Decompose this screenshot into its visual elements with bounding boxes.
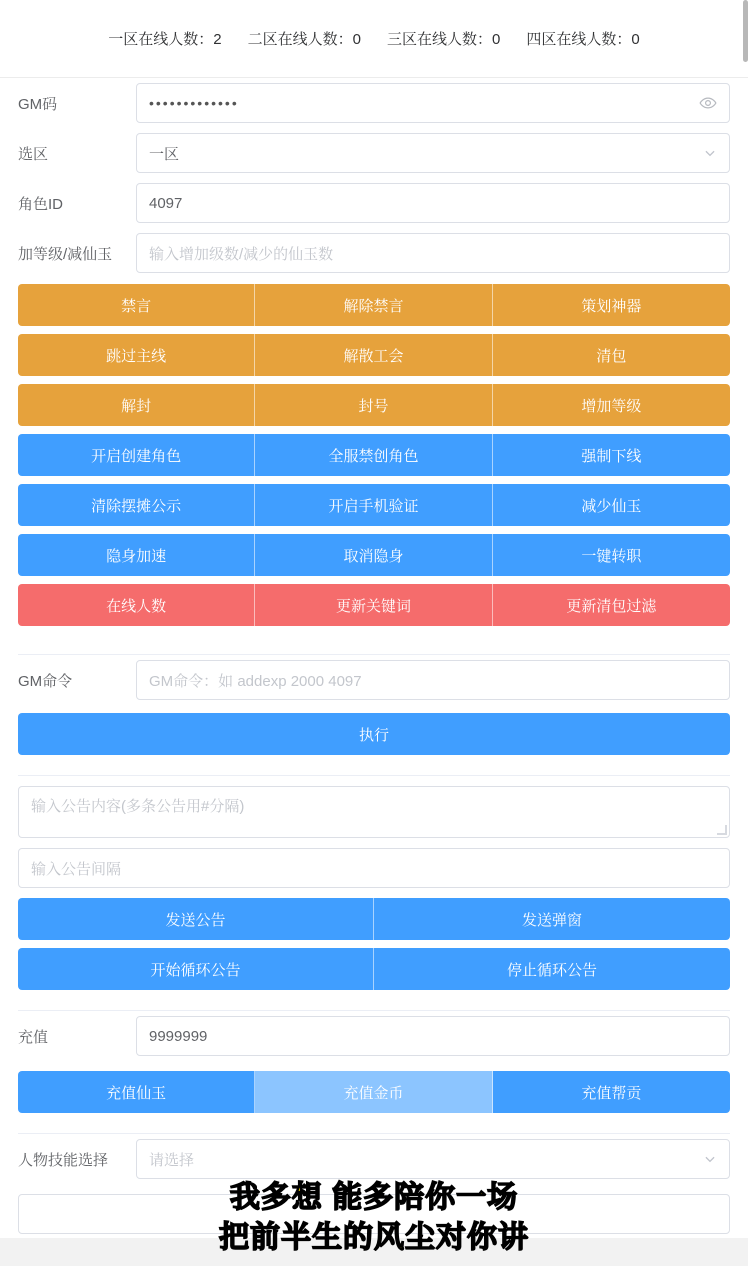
recharge-value: 9999999 <box>149 1027 208 1045</box>
gm-code-label: GM码 <box>18 95 58 113</box>
spacer-2 <box>0 755 748 771</box>
recharge-gold-button[interactable]: 充值金币 <box>255 1071 492 1113</box>
recharge-gem-button[interactable]: 充值仙玉 <box>18 1071 255 1113</box>
textarea-resize-handle[interactable] <box>717 825 727 835</box>
action-button-enable-phone-verify[interactable]: 开启手机验证 <box>255 484 492 526</box>
gm-command-row <box>0 655 748 705</box>
level-gem-label: 加等级/减仙玉 <box>18 245 113 263</box>
gm-code-row <box>0 78 748 128</box>
status-label-zone3: 三区在线人数： <box>387 31 493 48</box>
execute-button[interactable]: 执行 <box>18 713 730 755</box>
status-label-zone2: 二区在线人数： <box>247 31 353 48</box>
action-button-grid <box>18 284 730 634</box>
level-gem-row <box>0 228 748 278</box>
role-id-label: 角色ID <box>18 195 64 213</box>
skill-secondary-input[interactable] <box>18 1194 730 1234</box>
action-button-planner-artifact[interactable]: 策划神器 <box>493 284 730 326</box>
status-value-zone1: 2 <box>213 31 222 48</box>
notice-interval-input[interactable] <box>18 848 730 888</box>
notice-content-placeholder: 输入公告内容(多条公告用#分隔) <box>31 798 245 815</box>
recharge-contribution-button[interactable]: 充值帮贡 <box>493 1071 730 1113</box>
spacer-4 <box>0 1113 748 1129</box>
level-gem-input[interactable] <box>136 233 730 273</box>
action-button-mute[interactable]: 禁言 <box>18 284 255 326</box>
status-label-zone1: 一区在线人数： <box>108 31 214 48</box>
action-button-update-keywords[interactable]: 更新关键词 <box>255 584 492 626</box>
action-button-add-level[interactable]: 增加等级 <box>493 384 730 426</box>
send-notice-button[interactable]: 发送公告 <box>18 898 374 940</box>
action-button-force-offline[interactable]: 强制下线 <box>493 434 730 476</box>
status-item-zone3 <box>387 28 500 49</box>
action-button-clear-bag[interactable]: 清包 <box>493 334 730 376</box>
action-button-disable-create-role[interactable]: 全服禁创角色 <box>255 434 492 476</box>
role-id-input[interactable] <box>136 183 730 223</box>
action-button-enable-create-role[interactable]: 开启创建角色 <box>18 434 255 476</box>
skill-select[interactable] <box>136 1139 730 1179</box>
gm-code-value: ••••••••••••• <box>149 95 239 111</box>
status-item-zone2 <box>248 28 361 49</box>
chevron-down-icon[interactable] <box>703 1152 717 1166</box>
action-button-reduce-gem[interactable]: 减少仙玉 <box>493 484 730 526</box>
skill-select-placeholder: 请选择 <box>149 1151 195 1169</box>
zone-value: 一区 <box>149 145 180 163</box>
action-button-disband-guild[interactable]: 解散工会 <box>255 334 492 376</box>
recharge-input[interactable] <box>136 1016 730 1056</box>
status-label-zone4: 四区在线人数： <box>526 31 632 48</box>
zone-label: 选区 <box>18 145 49 163</box>
action-button-cancel-stealth[interactable]: 取消隐身 <box>255 534 492 576</box>
status-value-zone2: 0 <box>352 31 361 48</box>
gm-panel <box>0 78 748 1238</box>
chevron-down-icon[interactable] <box>703 146 717 160</box>
gm-command-placeholder: GM命令：如 addexp 2000 4097 <box>149 672 362 690</box>
action-button-ban[interactable]: 封号 <box>255 384 492 426</box>
status-value-zone4: 0 <box>631 31 640 48</box>
action-button-one-key-job-change[interactable]: 一键转职 <box>493 534 730 576</box>
divider-2 <box>18 775 730 776</box>
notice-interval-placeholder: 输入公告间隔 <box>31 860 122 878</box>
online-status-bar <box>0 0 748 78</box>
level-gem-placeholder: 输入增加级数/减少的仙玉数 <box>149 245 334 263</box>
action-button-skip-mainline[interactable]: 跳过主线 <box>18 334 255 376</box>
action-button-clear-stall-notice[interactable]: 清除摆摊公示 <box>18 484 255 526</box>
role-id-value: 4097 <box>149 194 183 212</box>
notice-content-textarea[interactable] <box>18 786 730 838</box>
status-item-zone4 <box>526 28 639 49</box>
action-button-online-count[interactable]: 在线人数 <box>18 584 255 626</box>
action-button-unban[interactable]: 解封 <box>18 384 255 426</box>
zone-select[interactable] <box>136 133 730 173</box>
skill-select-label: 人物技能选择 <box>18 1151 109 1169</box>
spacer-3 <box>0 990 748 1006</box>
action-button-stealth-speed[interactable]: 隐身加速 <box>18 534 255 576</box>
recharge-row <box>0 1011 748 1061</box>
eye-icon[interactable] <box>699 94 717 112</box>
gm-code-input[interactable] <box>136 83 730 123</box>
watermark-line-2: 把前半生的风尘对你讲 <box>219 1221 529 1254</box>
action-button-unmute[interactable]: 解除禁言 <box>255 284 492 326</box>
recharge-button-row <box>18 1071 730 1113</box>
start-loop-notice-button[interactable]: 开始循环公告 <box>18 948 374 990</box>
skill-select-row <box>0 1134 748 1184</box>
send-popup-button[interactable]: 发送弹窗 <box>374 898 730 940</box>
gm-command-input[interactable] <box>136 660 730 700</box>
gm-command-label: GM命令 <box>18 672 73 690</box>
watermark-line-1: 我多想 能多陪你一场 <box>229 1181 519 1214</box>
notice-button-row-2 <box>18 948 730 990</box>
zone-select-row <box>0 128 748 178</box>
page-scrollbar[interactable] <box>743 0 748 62</box>
stop-loop-notice-button[interactable]: 停止循环公告 <box>374 948 730 990</box>
status-value-zone3: 0 <box>492 31 501 48</box>
action-button-update-clearbag-filter[interactable]: 更新清包过滤 <box>493 584 730 626</box>
spacer-1 <box>0 634 748 650</box>
role-id-row <box>0 178 748 228</box>
recharge-label: 充值 <box>18 1028 49 1046</box>
notice-button-row-1 <box>18 898 730 940</box>
status-item-zone1 <box>108 28 221 49</box>
